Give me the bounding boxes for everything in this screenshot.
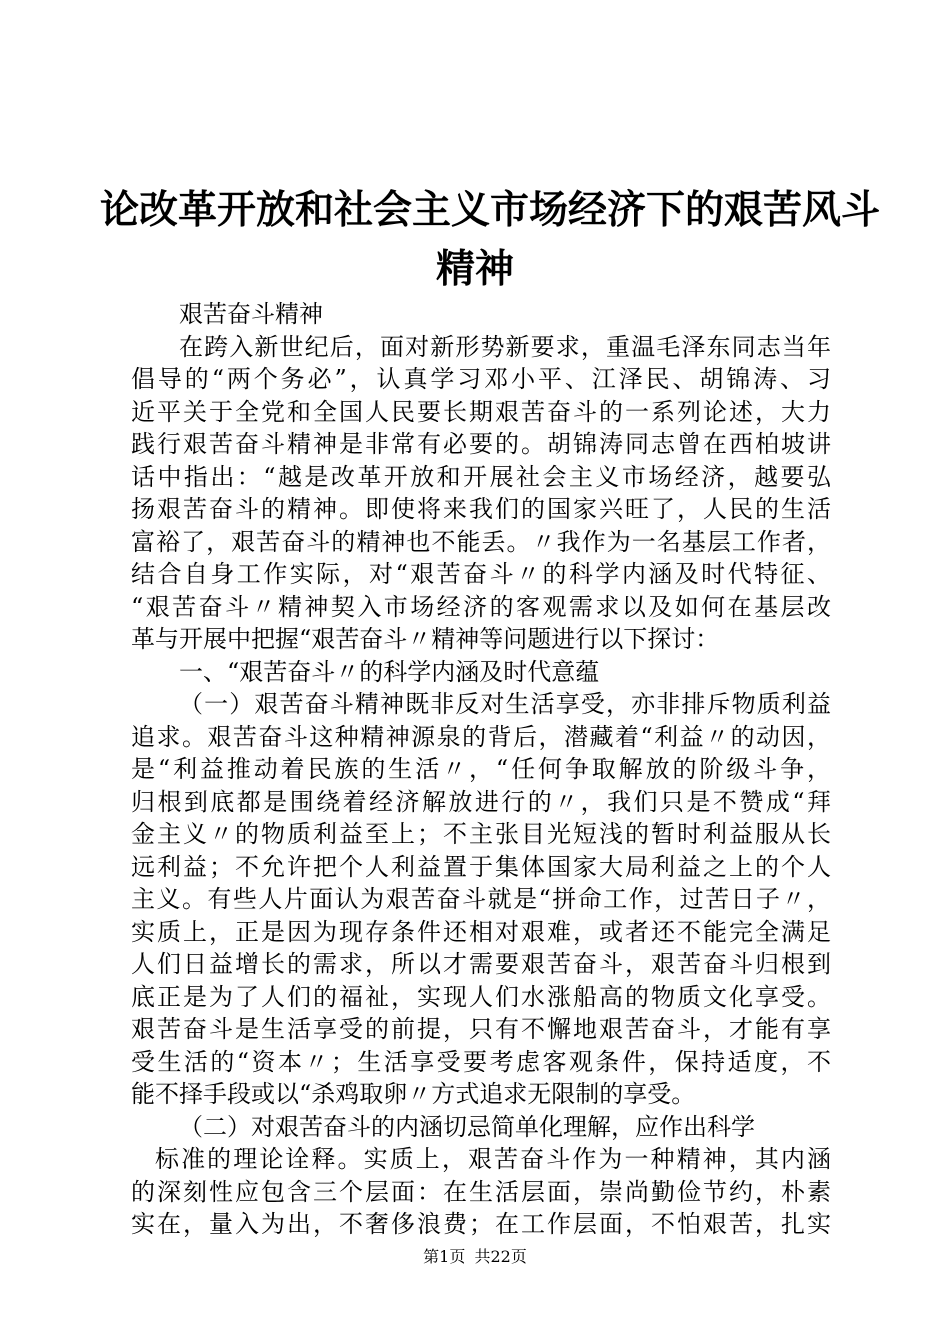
- body-line: 的深刻性应包含三个层面：在生活层面，崇尚勤俭节约，朴素: [131, 1177, 831, 1206]
- body-line: 话中指出：“越是改革开放和开展社会主义市场经济，越要弘: [131, 462, 831, 491]
- body-line: 金主义〃的物质利益至上；不主张目光短浅的暂时利益服从长: [131, 820, 831, 848]
- body-line: 实在，量入为出，不奢侈浪费；在工作层面，不怕艰苦，扎实: [131, 1210, 831, 1238]
- subsection-heading: （二）对艰苦奋斗的内涵切忌简单化理解，应作出科学: [179, 1112, 755, 1141]
- page-total: 共22页: [474, 1247, 527, 1266]
- body-line: 人们日益增长的需求，所以才需要艰苦奋斗，艰苦奋斗归根到: [131, 950, 831, 978]
- section-heading: 一、“艰苦奋斗〃的科学内涵及时代意蕴: [179, 657, 600, 686]
- body-line: “艰苦奋斗〃精神契入市场经济的客观需求以及如何在基层改: [131, 592, 831, 621]
- body-line: 标准的理论诠释。实质上，艰苦奋斗作为一种精神，其内涵: [155, 1145, 831, 1173]
- body-line: 艰苦奋斗是生活享受的前提，只有不懈地艰苦奋斗，才能有享: [131, 1015, 831, 1043]
- body-line: 在跨入新世纪后，面对新形势新要求，重温毛泽东同志当年: [179, 332, 831, 361]
- body-line: 结合自身工作实际，对“艰苦奋斗〃的科学内涵及时代特征、: [131, 560, 831, 588]
- body-line: （一）艰苦奋斗精神既非反对生活享受，亦非排斥物质利益: [179, 690, 831, 718]
- body-line: 是“利益推动着民族的生活〃，“任何争取解放的阶级斗争，: [131, 755, 831, 783]
- body-line: 近平关于全党和全国人民要长期艰苦奋斗的一系列论述，大力: [131, 397, 831, 426]
- document-body: [131, 298, 831, 1241]
- document-title-line-2: 精神: [435, 247, 514, 292]
- body-line: 倡导的“两个务必”，认真学习邓小平、江泽民、胡锦涛、习: [131, 365, 831, 393]
- page-footer: [0, 1247, 950, 1267]
- body-line: 归根到底都是围绕着经济解放进行的〃，我们只是不赞成“拜: [131, 787, 831, 816]
- body-line: 扬艰苦奋斗的精神。即使将来我们的国家兴旺了，人民的生活: [131, 495, 831, 523]
- paragraph-heading: 艰苦奋斗精神: [179, 300, 323, 328]
- body-line: 底正是为了人们的福祉，实现人们水涨船高的物质文化享受。: [131, 982, 831, 1011]
- body-line: 受生活的“资本〃；生活享受要考虑客观条件，保持适度，不: [131, 1047, 831, 1076]
- body-line: 实质上，正是因为现存条件还相对艰难，或者还不能完全满足: [131, 917, 831, 946]
- body-line: 践行艰苦奋斗精神是非常有必要的。胡锦涛同志曾在西柏坡讲: [131, 430, 831, 458]
- body-line: 主义。有些人片面认为艰苦奋斗就是“拼命工作，过苦日子〃，: [131, 885, 831, 913]
- document-title-line-1: 论改革开放和社会主义市场经济下的艰苦风斗: [100, 188, 881, 233]
- page-number: 第1页: [423, 1247, 466, 1266]
- body-line: 革与开展中把握“艰苦奋斗〃精神等问题进行以下探讨：: [131, 625, 720, 653]
- body-line: 富裕了，艰苦奋斗的精神也不能丢。〃我作为一名基层工作者，: [131, 527, 831, 556]
- body-line: 追求。艰苦奋斗这种精神源泉的背后，潜藏着“利益〃的动因，: [131, 722, 831, 751]
- body-line: 远利益；不允许把个人利益置于集体国家大局利益之上的个人: [131, 852, 831, 881]
- body-line: 能不择手段或以“杀鸡取卵〃方式追求无限制的享受。: [131, 1080, 696, 1108]
